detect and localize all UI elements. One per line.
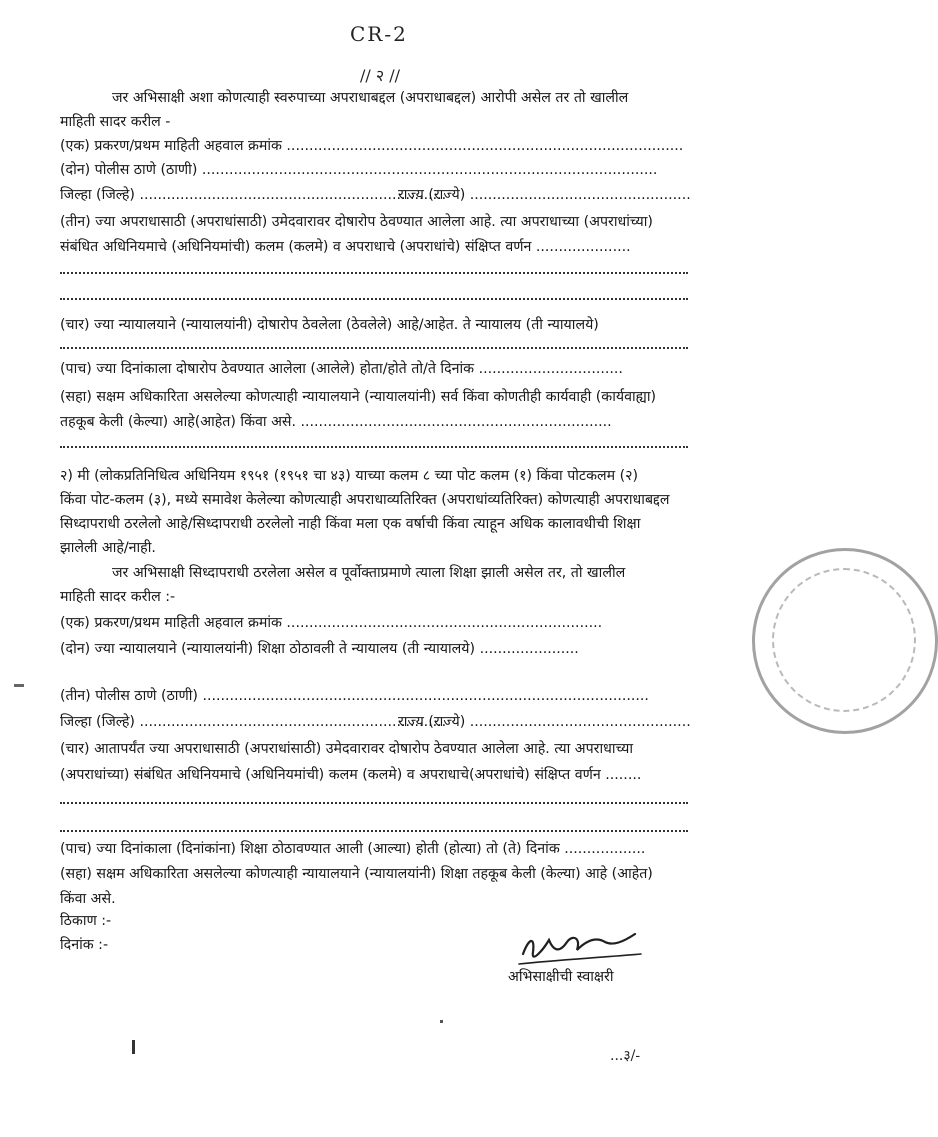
section1-offence-line1: (तीन) ज्या अपराधासाठी (अपराधांसाठी) उमेदवारावर दोषारोप ठेवण्यात आलेला आहे. त्या अपराधाच्या (अपराधांच्या) bbox=[60, 214, 653, 230]
section1-stay-line1: (सहा) सक्षम अधिकारिता असलेल्या कोणत्याही न्यायालयाने (न्यायालयांनी) सर्व किंवा कोणतीही कार्यवाही (कार्यवाह्या) bbox=[60, 389, 657, 405]
section2-court-field: (दोन) ज्या न्यायालयाने (न्यायालयांनी) शिक्षा ठोठावली ते न्यायालय (ती न्यायालये) ...................... bbox=[60, 641, 579, 657]
section2-stay-line1: (सहा) सक्षम अधिकारिता असलेल्या कोणत्याही न्यायालयाने (न्यायालयांनी) शिक्षा तहकूब केली (केल्या) आहे (आहेत) bbox=[60, 866, 653, 882]
section1-offence-line2: संबंधित अधिनियमाचे (अधिनियमांची) कलम (कलमे) व अपराधाचे (अपराधांचे) संक्षिप्त वर्णन ..................... bbox=[60, 239, 631, 255]
section1-blank-line bbox=[60, 345, 688, 349]
section1-intro-line2: माहिती सादर करील - bbox=[60, 114, 171, 130]
form-code: CR-2 bbox=[350, 22, 408, 46]
section1-stay-line2: तहकूब केली (केल्या) आहे(आहेत) किंवा असे. ..................................................................... bbox=[60, 414, 612, 430]
section1-charge-date-field: (पाच) ज्या दिनांकाला दोषारोप ठेवण्यात आलेला (आलेले) होता/होते तो/ते दिनांक ................................ bbox=[60, 361, 623, 377]
section1-district-field: जिल्हा (जिल्हे) .................................................................... bbox=[60, 187, 447, 203]
section1-court-field: (चार) ज्या न्यायालयाने (न्यायालयांनी) दोषारोप ठेवलेला (ठेवलेले) आहे/आहेत. ते न्यायालय (ती न्यायालये) bbox=[60, 317, 599, 333]
section2-district-field: जिल्हा (जिल्हे) .................................................................... bbox=[60, 714, 447, 730]
section2-blank-line bbox=[60, 828, 688, 832]
section1-state-field: राज्य (राज्ये) ................................................. bbox=[398, 187, 691, 203]
section2-police-station-field: (तीन) पोलीस ठाणे (ठाणी) ................................................................................................... bbox=[60, 688, 649, 704]
section1-case-number-field: (एक) प्रकरण/प्रथम माहिती अहवाल क्रमांक ........................................................................................ bbox=[60, 138, 684, 154]
section1-intro-line1: जर अभिसाक्षी अशा कोणत्याही स्वरुपाच्या अपराधाबद्दल (अपराधाबद्दल) आरोपी असेल तर तो खालील bbox=[112, 90, 629, 106]
section2-case-number-field: (एक) प्रकरण/प्रथम माहिती अहवाल क्रमांक ...................................................................... bbox=[60, 615, 603, 631]
official-seal-stamp-inner bbox=[772, 568, 916, 712]
page-marker: // २ // bbox=[360, 66, 401, 85]
scan-speck bbox=[14, 684, 24, 687]
section2-blank-line bbox=[60, 800, 688, 804]
scan-speck bbox=[440, 1020, 443, 1023]
section1-blank-line bbox=[60, 296, 688, 300]
section2-para-line3: सिध्दापराधी ठरलेलो आहे/सिध्दापराधी ठरलेलो नाही किंवा मला एक वर्षाची किंवा त्याहून अधिक कालावधीची शिक्षा bbox=[60, 516, 641, 532]
signature-image bbox=[515, 920, 645, 970]
section2-para-line4: झालेली आहे/नाही. bbox=[60, 540, 156, 556]
section2-sentence-date-field: (पाच) ज्या दिनांकाला (दिनांकांना) शिक्षा ठोठावण्यात आली (आल्या) होती (होत्या) तो (ते) दिनांक .................. bbox=[60, 841, 646, 857]
section2-para-line1: २) मी (लोकप्रतिनिधित्व अधिनियम १९५१ (१९५१ चा ४३) याच्या कलम ८ च्या पोट कलम (१) किंवा पोटकलम (२) bbox=[60, 468, 639, 484]
section2-intro-line2: माहिती सादर करील :- bbox=[60, 589, 176, 605]
section1-blank-line bbox=[60, 270, 688, 274]
signature-label: अभिसाक्षीची स्वाक्षरी bbox=[508, 969, 614, 985]
section2-offence-line2: (अपराधांच्या) संबंधित अधिनियमाचे (अधिनियमांची) कलम (कलमे) व अपराधाचे(अपराधांचे) संक्षिप्त वर्णन ........ bbox=[60, 767, 642, 783]
date-label: दिनांक :- bbox=[60, 937, 109, 953]
section1-blank-line bbox=[60, 444, 688, 448]
section2-state-field: राज्य (राज्ये) ................................................. bbox=[398, 714, 691, 730]
place-label: ठिकाण :- bbox=[60, 913, 112, 929]
section2-offence-line1: (चार) आतापर्यंत ज्या अपराधासाठी (अपराधांसाठी) उमेदवारावर दोषारोप ठेवण्यात आलेला आहे. त्या अपराधाच्या bbox=[60, 741, 634, 757]
section2-para-line2: किंवा पोट-कलम (३), मध्ये समावेश केलेल्या कोणत्याही अपराधाव्यतिरिक्त (अपराधांव्यतिरिक्त) कोणत्याही अपराधाबद्दल bbox=[60, 492, 670, 508]
section2-stay-line2: किंवा असे. bbox=[60, 891, 116, 907]
section2-intro-line1: जर अभिसाक्षी सिध्दापराधी ठरलेला असेल व पूर्वोक्ताप्रमाणे त्याला शिक्षा झाली असेल तर, तो खालील bbox=[112, 565, 626, 581]
section1-police-station-field: (दोन) पोलीस ठाणे (ठाणी) ..................................................................................................... bbox=[60, 162, 658, 178]
page-continue-marker: ...३/- bbox=[610, 1048, 641, 1064]
scan-speck bbox=[132, 1040, 135, 1054]
